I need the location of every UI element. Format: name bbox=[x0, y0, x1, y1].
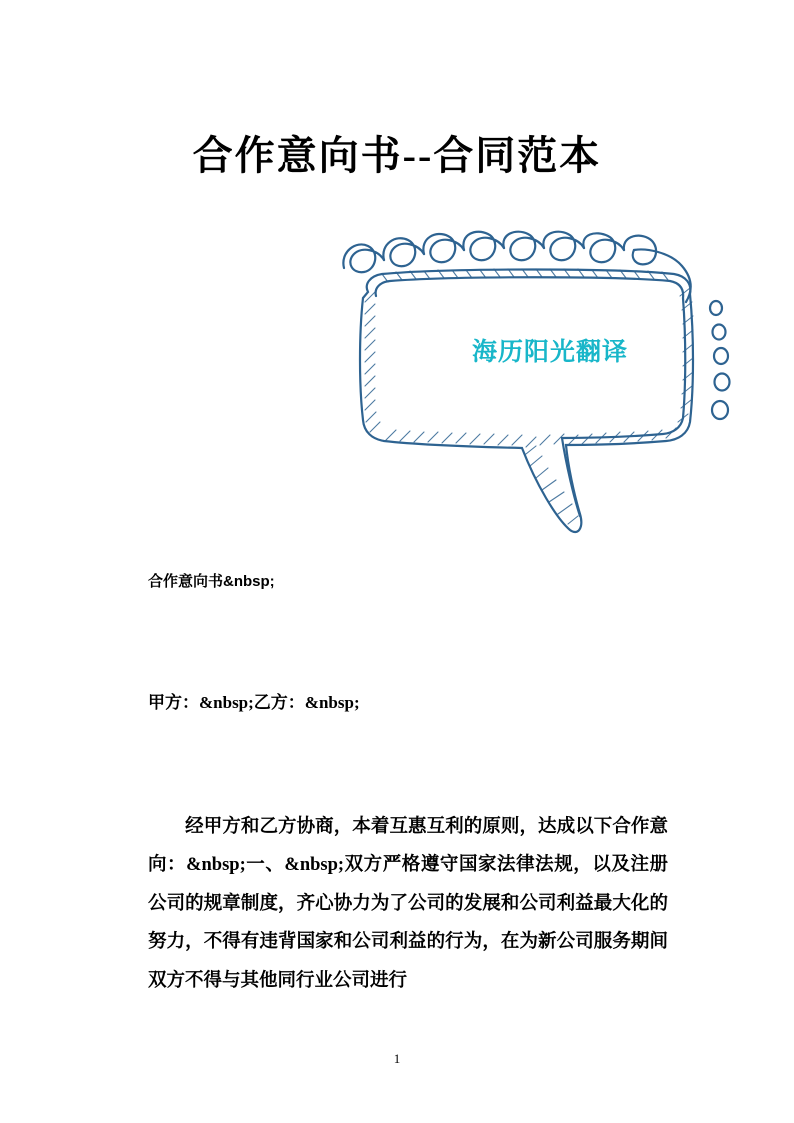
paragraph-heading: 合作意向书&nbsp; bbox=[148, 573, 275, 590]
speech-bubble-illustration bbox=[330, 226, 750, 556]
paragraph-heading-block bbox=[148, 570, 668, 591]
paragraph-parties-block bbox=[148, 688, 668, 713]
page-title: 合作意向书--合同范本 bbox=[192, 133, 602, 178]
illustration-bubble-text: 海历阳光翻译 bbox=[471, 338, 628, 366]
page-number: 1 bbox=[393, 1051, 401, 1066]
paragraph-parties: 甲方：&nbsp;乙方：&nbsp; bbox=[148, 693, 360, 712]
paragraph-body: 经甲方和乙方协商，本着互惠互利的原则，达成以下合作意向：&nbsp;一、&nbsp;双方严格遵守国家法律法规，以及注册公司的规章制度，齐心协力为了公司的发展和公司利益最大化的努力，不得有违背国家和公司利益的行为，在为新公司服务期间双方不得与其他同行业公司进行 bbox=[148, 817, 668, 991]
paragraph-body-block bbox=[148, 808, 668, 1000]
